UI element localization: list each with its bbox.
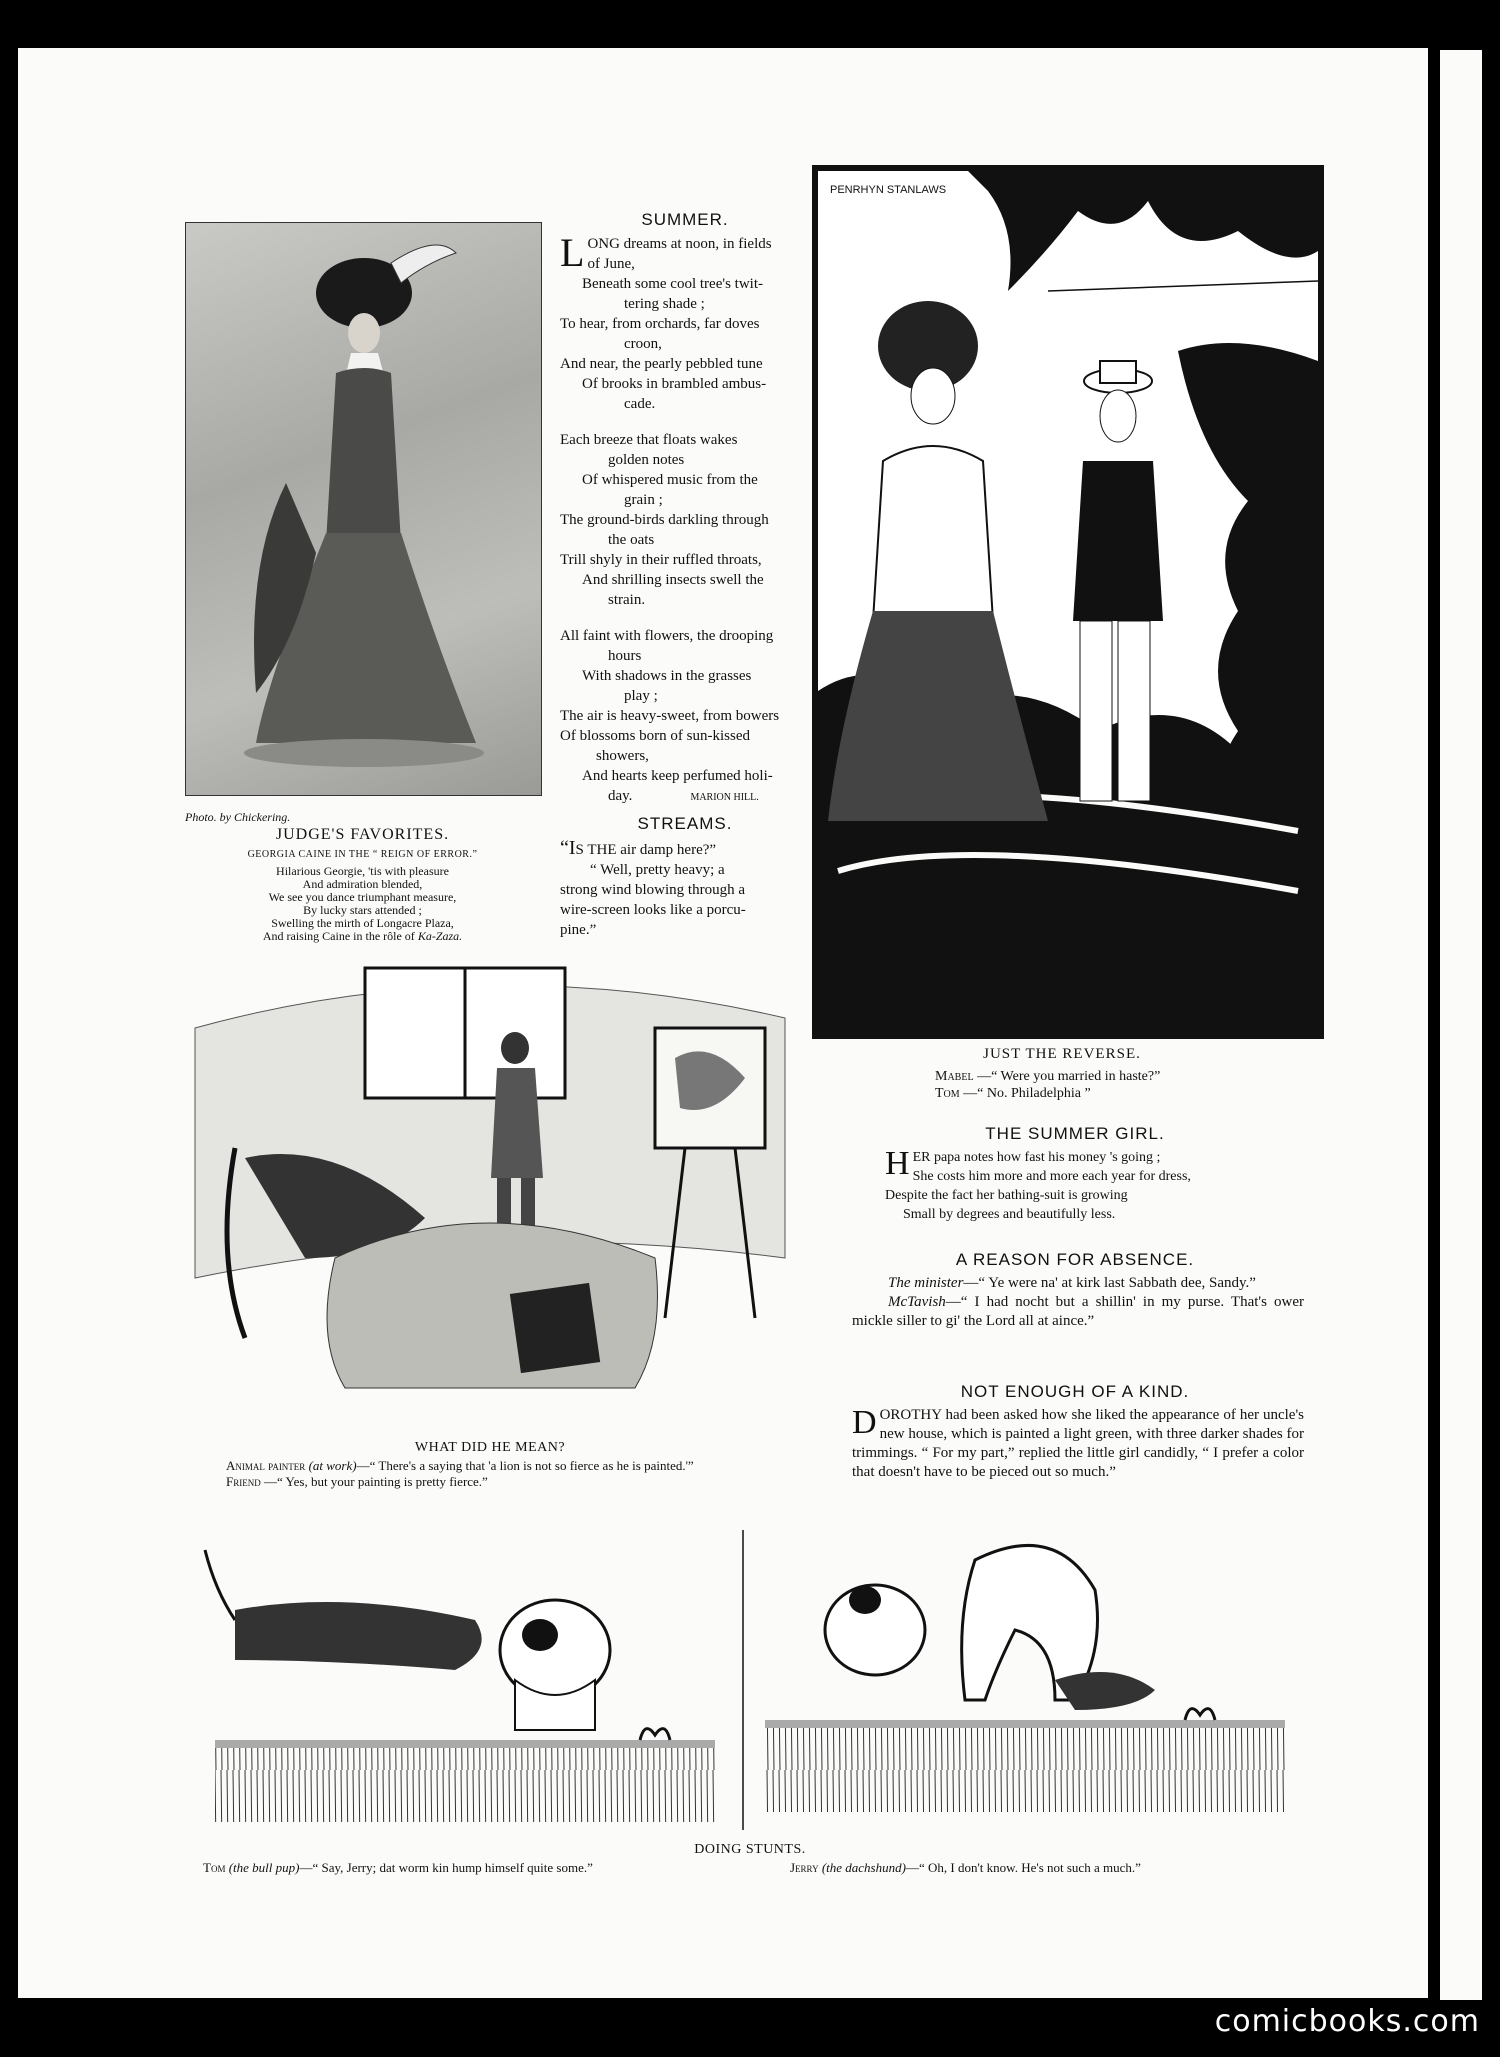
kind-title: NOT ENOUGH OF A KIND. (960, 1382, 1190, 1401)
photo-verse: Hilarious Georgie, 'tis with pleasure And admiration blended, We see you dance triumphant measure, By lucky stars attended ; Swelling the mirth of Longacre Plaza, And raising Caine in the rôle of Ka-Zaza. (262, 864, 463, 943)
dogs-and-worm-image (195, 1530, 1305, 1830)
summer-title: SUMMER. (641, 210, 729, 229)
streams-title: STREAMS. (637, 814, 733, 833)
site-watermark: comicbooks.com (1214, 2004, 1480, 2039)
summer-poem: LONG dreams at noon, in fields of June, Beneath some cool tree's twit- tering shade ; To hear, from orchards, far doves croon, And near, the pearly pebbled tune Of brooks in brambled ambus- cade. Each breeze that floats wakes golden notes Of whispered music from the grain ; The ground-birds darkling through the oats Trill shyly in their ruffled throats, And shrilling insects swell the strain. All faint with flowers, the drooping hours With shadows in the grasses play ; The air is heavy-sweet, from bowers Of blossoms born of sun-kissed showers, And hearts keep perfumed holi- day. MARION HILL. (560, 230, 780, 804)
couple-illustration (812, 165, 1324, 1039)
reverse-title: JUST THE REVERSE. (983, 1046, 1141, 1062)
summer-author: MARION HILL. (690, 792, 759, 803)
reverse-dialogue: Mabel —“ Were you married in haste?” Tom —“ No. Philadelphia ” (935, 1069, 1161, 1101)
photo-subtitle: GEORGIA CAINE IN THE “ REIGN OF ERROR.” (247, 849, 478, 860)
painter-illustration (185, 958, 795, 1418)
painter-dialogue: Animal painter (at work)—“ There's a saying that 'a lion is not so fierce as he is painted.'” Friend —“ Yes, but your painting is pretty fierce.” (226, 1458, 694, 1489)
stunts-caption-tom: Tom (the bull pup)—“ Say, Jerry; dat worm kin hump himself quite some.” (203, 1860, 593, 1875)
woman-figure-image (186, 223, 541, 795)
dogs-illustration (195, 1530, 1305, 1830)
kind-text: DOROTHY had been asked how she liked the appearance of her uncle's new house, which is painted a light green, with three darker shades for trimmings. “ For my part,” replied the little girl candidly, “ I prefer a color that doesn't have to be pieced out so much.” (852, 1404, 1305, 1480)
studio-scene-image (185, 958, 795, 1418)
artist-signature: PENRHYN STANLAWS (830, 184, 947, 196)
stunts-caption-jerry: Jerry (the dachshund)—“ Oh, I don't know. He's not such a much.” (790, 1860, 1141, 1875)
photo-credit: Photo. by Chickering. (185, 810, 291, 824)
absence-title: A REASON FOR ABSENCE. (955, 1250, 1195, 1269)
summer-dropcap: L (560, 230, 585, 275)
facing-page-edge (1440, 50, 1482, 2000)
summer-girl-title: THE SUMMER GIRL. (985, 1124, 1165, 1143)
stunts-title: DOING STUNTS. (694, 1842, 806, 1857)
photo-title: JUDGE'S FAVORITES. (275, 826, 450, 843)
streams-text: “IS THE air damp here?” “ Well, pretty heavy; a strong wind blowing through a wire-screen looks like a porcu- pine.” (560, 837, 746, 938)
summer-girl-verse: HER papa notes how fast his money 's going ; She costs him more and more each year for dress, Despite the fact her bathing-suit is growing Small by degrees and beautifully less. (885, 1145, 1191, 1222)
garden-couple-image (818, 171, 1318, 1033)
painter-title: WHAT DID HE MEAN? (414, 1440, 566, 1455)
portrait-photo (185, 222, 542, 796)
absence-text: The minister—“ Ye were na' at kirk last Sabbath dee, Sandy.” McTavish—“ I had nocht but a shillin' in my purse. That's ower mickle siller to gi' the Lord all at aince.” (852, 1275, 1304, 1329)
